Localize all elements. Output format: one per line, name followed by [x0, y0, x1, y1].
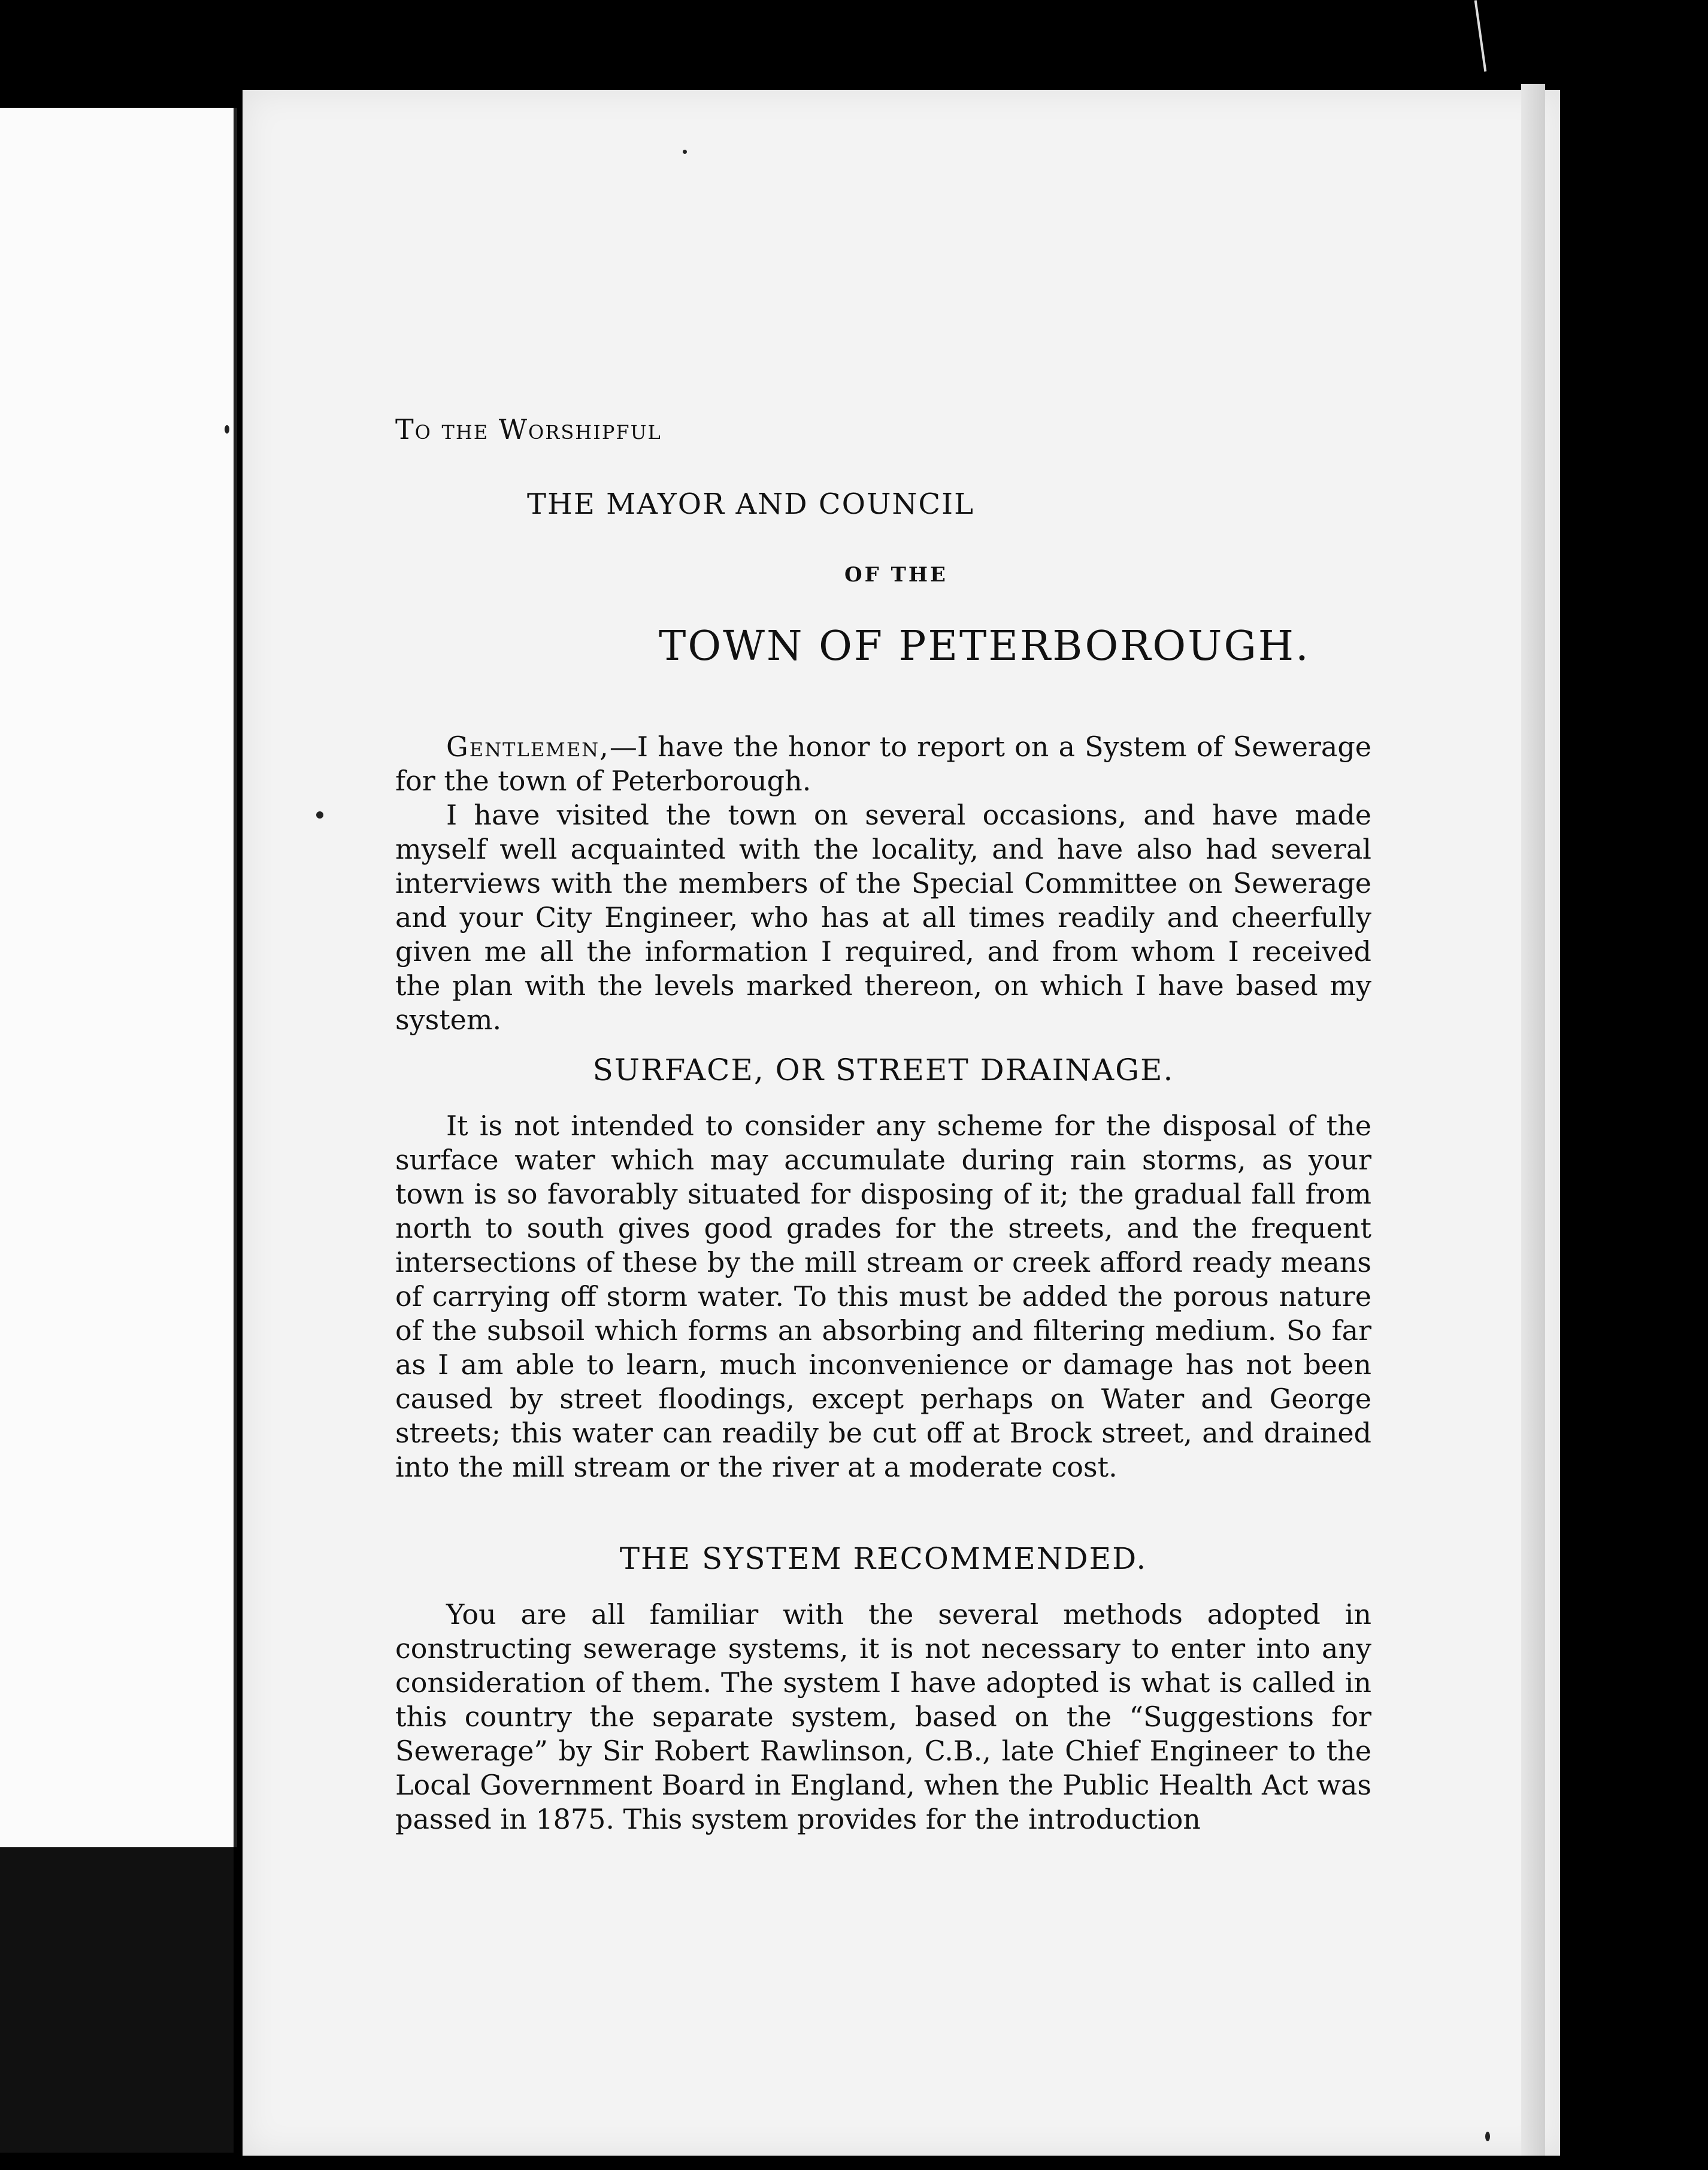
scan-speck	[316, 811, 323, 819]
recipient-line: THE MAYOR AND COUNCIL	[527, 487, 974, 521]
heading-system-recommended: THE SYSTEM RECOMMENDED.	[619, 1541, 1147, 1576]
town-title: TOWN OF PETERBOROUGH.	[659, 623, 1310, 670]
page-edge	[1521, 84, 1545, 2156]
salutation: Gentlemen,	[446, 731, 610, 763]
document-text	[395, 413, 1371, 1836]
surface-paragraph: It is not intended to consider any scheme for the disposal of the surface water which may accumulate during rain storms, as your town is so favorably situated for disposing of it; the gradual fall from north to south gives good grades for the streets, and the frequent intersections of these by the mill stream or creek afford ready means of carrying off storm water. To this must be added the porous nature of the subsoil which forms an absorbing and filtering medium. So far as I am able to learn, much inconvenience or damage has not been caused by street floodings, except perhaps on Water and George streets; this water can readily be cut off at Brock street, and drained into the mill stream or the river at a moderate cost.	[395, 1110, 1371, 1483]
scan-speck	[1485, 2132, 1490, 2141]
scan-speck	[225, 425, 229, 434]
system-paragraph: You are all familiar with the several methods adopted in constructing sewerage systems, it is not necessary to enter into any consideration of them. The system I have adopted is what is called in this country the separate system, based on the “Suggestions for Sewerage” by Sir Robert Rawlinson, C.B., late Chief Engineer to the Local Government Board in England, when the Public Health Act was passed in 1875. This system provides for the introduction	[395, 1598, 1371, 1835]
addressee-line: To the Worshipful	[395, 413, 662, 445]
of-the-line: OF THE	[844, 563, 948, 587]
facing-page	[0, 108, 237, 1847]
paper-crease	[1474, 0, 1487, 71]
intro-text: —I have the honor to report on a System of Sewerage for the town of Peterborough.	[395, 731, 1371, 797]
visit-paragraph: I have visited the town on several occasions, and have made myself well acquainted with the locality, and have also had several interviews with the members of the Special Committee on Sewerage and your City Engineer, who has at all times readily and cheerfully given me all the information I required, and from whom I received the plan with the levels marked thereon, on which I have based my system.	[395, 799, 1371, 1036]
facing-page-shadow	[0, 1847, 234, 2153]
scan-speck	[683, 150, 687, 154]
heading-surface-drainage: SURFACE, OR STREET DRAINAGE.	[592, 1053, 1174, 1087]
intro-paragraph	[395, 730, 1371, 798]
